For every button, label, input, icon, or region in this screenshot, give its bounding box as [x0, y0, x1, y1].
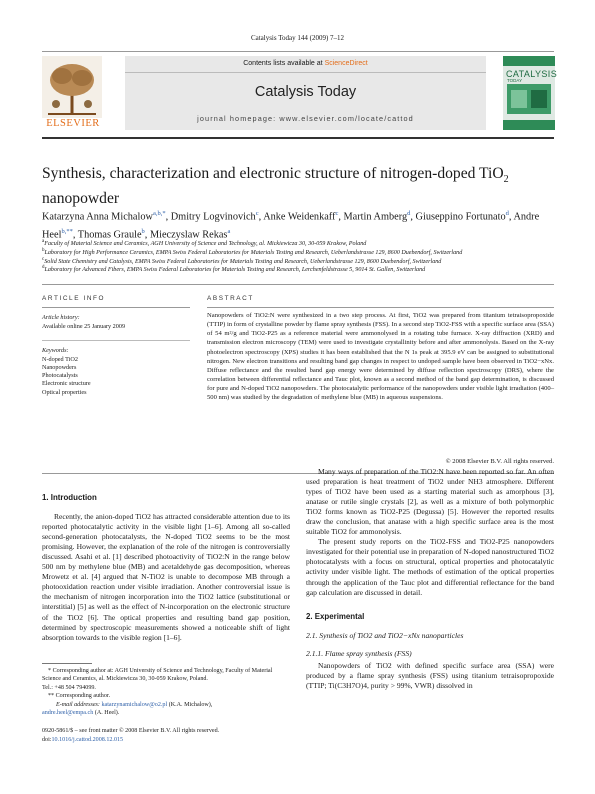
abstract-body: Nanopowders of TiO2:N were synthesized in a two step process. At first, TiO2 was prepared from titanium tetraisopropoxide (TTIP) in form of crystalline powder by flame spray synthesis (FSS). In a second step TiO2-FSS with a specific surface area (SSA) of 54 m²/g and TiO2-P25 as a reference material were ammonolysed in a rotating tube furnace. X-ray diffraction (XRD) and transmission electron microscopy (TEM) were used to investigate crystallinity before and after ammonolysis. Based on the X-ray photoelectron spectroscopy (XPS) studies it has been established that the N 1s peak at 395.9 eV can be assigned to substitutional nitrogen. New electron transitions and resulting band gap changes in respect to undoped sample have been observed in TiO2−xNx. Diffuse reflectance and the resulted band gap energy were determined by diffuse reflection spectroscopy (DRS), where the correlation between differential reflectance and Tauc plot, known as a second method of the band gap determination, is discussed for pure and N-doped TiO2 nanopowders. The photocatalytic performance of the nanopowders under visible light irradiation (400–500 nm) was studied by the degradation of methylene blue (MB) in aqueous suspensions. — [207, 312, 554, 402]
author-sup[interactable]: d — [505, 210, 509, 217]
issn-line: 0920-5861/$ – see front matter © 2008 Elsevier B.V. All rights reserved. — [42, 728, 220, 734]
article-title — [42, 165, 554, 208]
section-heading-experimental: 2. Experimental — [306, 611, 365, 621]
affiliation-sup: b — [42, 247, 45, 253]
abstract-copyright: © 2008 Elsevier B.V. All rights reserved. — [445, 458, 554, 465]
info-rule — [42, 307, 190, 308]
author-sup[interactable]: b,** — [61, 227, 73, 235]
journal-cover-image — [503, 56, 558, 130]
top-rule — [42, 51, 554, 52]
journal-reference: Catalysis Today 144 (2009) 7–12 — [250, 34, 345, 42]
author-sup[interactable]: c — [335, 210, 339, 217]
email-line — [42, 701, 290, 709]
doi-line — [42, 736, 123, 744]
footnotes — [42, 667, 290, 717]
keyword: N-doped TiO2 — [42, 355, 78, 363]
subsection-heading-2-1: 2.1. Synthesis of TiO2 and TiO2−xNx nanoparticles — [306, 630, 464, 640]
abstract-heading: ABSTRACT — [207, 295, 254, 302]
author-sup[interactable]: a — [227, 227, 231, 235]
email-label: E-mail addresses: — [56, 701, 100, 708]
journal-title: Catalysis Today — [254, 84, 357, 100]
title-subscript: 2 — [503, 174, 509, 186]
right-column — [306, 465, 554, 691]
affiliation — [42, 264, 554, 275]
publisher-name: ELSEVIER — [46, 118, 100, 129]
affiliation-text: Laboratory for Advanced Fibers, EMPA Swiss Federal Laboratories for Materials Testing and Research, Lerchenfeldstrasse 5, 9014 St. Gallen, Switzerland — [44, 267, 426, 274]
author-sup[interactable]: b — [141, 227, 145, 235]
corresponding-author-1: * Corresponding author at: AGH University of Science and Technology, Faculty of Material Science and Ceramics, al. Mickiewicza 30, 30-059 Krakow, Poland. — [42, 668, 273, 683]
history-value: Available online 25 January 2009 — [42, 323, 126, 330]
keyword: Nanopowders — [42, 363, 77, 371]
affiliation-sup: a — [42, 239, 45, 244]
author: Dmitry Logvinovich — [170, 211, 256, 223]
affiliation-text: Faculty of Material Science and Ceramics, AGH University of Science and Technology, al. Mickiewicza 30, 30-059 Krakow, Poland — [44, 241, 367, 248]
author: Martin Amberg — [343, 211, 408, 223]
email-link-2[interactable]: andre.heel@empa.ch — [42, 710, 94, 717]
author: Giuseppino Fortunato — [415, 211, 506, 223]
contents-line — [125, 60, 486, 67]
history-label: Article history: — [42, 314, 80, 321]
fss-paragraph: Nanopowders of TiO2 with defined specific surface area (SSA) were produced by a flame spray synthesis (FSS) using titanium tetraisopropoxide (TTIP; Ti(C3H7O)4, purity > 99%, VWR) dissolved in — [306, 660, 554, 690]
title-line2: nanopowder — [42, 189, 120, 207]
author: Andre Heel — [42, 211, 540, 241]
affiliation-text: Laboratory for High Performance Ceramics, EMPA Swiss Federal Laboratories for Materials Testing and Research, Ueberlandstrasse 129, 8600 Duebendorf, Switzerland — [44, 249, 463, 256]
corresponding-author-2: ** Corresponding author. — [48, 693, 111, 700]
right-paragraph-2: The present study reports on the TiO2-FSS and TiO2-P25 nanopowders investigated for their potential use in preparation of N-doped nanostructured TiO2 photocatalysts with a focus on structural, optical properties and photocatalytic activity under visible light. The methods of estimation of the optical properties through the application of the Tauc plot and differential reflectance for the band gap calculation are discussed in detail. — [306, 537, 554, 597]
journal-homepage[interactable]: journal homepage: www.elsevier.com/locate/cattod — [197, 114, 414, 123]
abstract-rule — [207, 307, 554, 308]
author-sup[interactable]: c — [255, 210, 259, 217]
title-line1: Synthesis, characterization and electronic structure of nitrogen-doped TiO — [42, 165, 504, 182]
affiliation-text: Solid State Chemistry and Catalysis, EMPA Swiss Federal Laboratories for Materials Testing and Research, Ueberlandstrasse 129, 8600 Duebendorf, Switzerland — [44, 258, 442, 265]
contents-prefix: Contents lists available at — [243, 60, 325, 67]
sciencedirect-link[interactable]: ScienceDirect — [324, 60, 368, 67]
subsection-heading-2-1-1: 2.1.1. Flame spray synthesis (FSS) — [306, 648, 412, 658]
article-info-heading: ARTICLE INFO — [42, 295, 106, 302]
author-sup[interactable]: d — [407, 210, 411, 217]
cover-title: CATALYSIS — [506, 69, 558, 79]
author: Mieczyslaw Rekas — [149, 229, 228, 241]
keywords-label: Keywords: — [42, 347, 69, 354]
keyword: Optical properties — [42, 388, 87, 396]
info-rule-2 — [42, 340, 190, 341]
right-paragraph-1: Many ways of preparation of the TiO2:N have been reported so far. An often used preparation is heat treatment of TiO2 under NH3 atmosphere. Different types of TiO2 have been used as a starting material such as amorphous [3], anatase or rutile single crystals [2], as well as a mixture of both polymorphic TiO2 forms known as TiO2-P25 (Degussa) [5]. However the reported results draw the conclusion, that anatase with a high specific surface area is the most suitable TiO2 for ammonolysis. — [306, 467, 554, 537]
doi-link[interactable]: 10.1016/j.cattod.2008.12.015 — [51, 737, 124, 743]
keyword: Electronic structure — [42, 380, 91, 388]
author: Thomas Graule — [77, 229, 142, 241]
author: Katarzyna Anna Michalow — [42, 211, 153, 223]
affiliation-rule — [42, 284, 554, 285]
footnote-rule — [42, 663, 92, 664]
telephone: Tel.: +48 504 794099. — [42, 684, 96, 691]
doi-label: doi: — [42, 737, 52, 743]
email-line-2 — [42, 709, 290, 717]
affiliation-sup: d — [42, 265, 45, 271]
section-heading-introduction: 1. Introduction — [42, 493, 97, 502]
header-divider — [125, 72, 486, 73]
email-owner-1: (K.A. Michalow), — [168, 701, 213, 708]
header-bottom-rule — [42, 137, 554, 139]
author-list: Katarzyna Anna Michalow$^{a,b,*}$, Dmitry Logvinovich$^c$, Anke Weidenkaff$^c$, Martin Amberg$^d$, Giuseppino Fortunato$^d$, Andre Heel$^{b,**}$, Thomas Graule$^b$, Mieczyslaw Rekas$^a$ — [42, 210, 540, 241]
intro-paragraph: Recently, the anion-doped TiO2 has attracted considerable attention due to its reported photocatalytic activity in the visible light [1–6]. Among all so-called second-generation photocatalysts, the N-doped TiO2 seems to be the most promising. However, the explanation of the role of the nitrogen is controversially discussed. Asahi et al. [1] described photoactivity of TiO2:N in the range below 500 nm by methylene blue (MB) and acetaldehyde gas decomposition, whereas Mrowetz et al. [4] argued that N-TiO2 is unable to decompose MB through a photooxidation reaction under visible irradiation. Another controversial issue is the mechanism of nitrogen incorporation into the TiO2 lattice (substitutional or interstitial) [5] as well as the effect of N-incorporation on the electronic structure of the TiO2 [6]. The optical properties and resulting band gap position, determined by spectroscopic measurements showed a noticeable shift of light absorption towards to the visible region [1–6]. — [42, 512, 290, 642]
cover-subtitle: TODAY — [507, 78, 523, 83]
elsevier-tree-logo — [42, 56, 102, 118]
keyword: Photocatalysts — [42, 372, 78, 380]
author: Anke Weidenkaff — [263, 211, 336, 223]
affiliation-sup: c — [42, 256, 45, 262]
email-owner-2: (A. Heel). — [94, 710, 120, 717]
email-link-1[interactable]: katarzynamichalow@o2.pl — [101, 701, 168, 708]
author-sup[interactable]: a,b,* — [152, 210, 166, 217]
left-column — [42, 493, 290, 643]
